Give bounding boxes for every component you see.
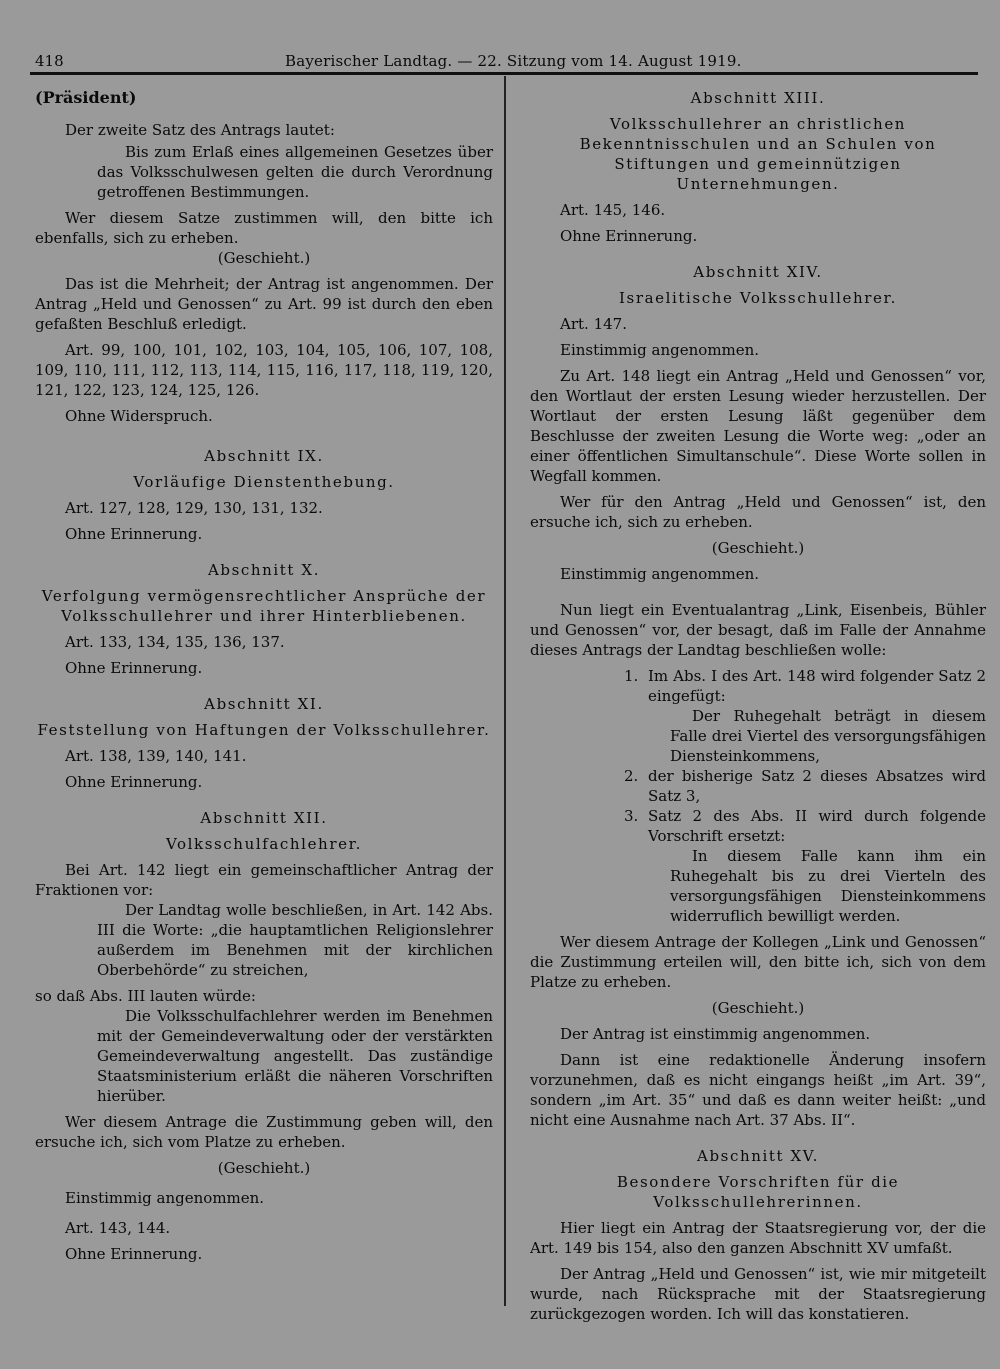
- section-title: Volksschulfachlehrer.: [165, 835, 363, 853]
- quoted-text: Der Ruhegehalt beträgt in diesem Falle drei Viertel des versorgungsfähigen Diensteinkommens,: [670, 707, 986, 765]
- list-text: Satz 2 des Abs. II wird durch folgende Vorschrift ersetzt:: [648, 807, 986, 845]
- section-title: Verfolgung vermögensrechtlicher Ansprüche der Volksschullehrer und ihrer Hinterbliebenen.: [41, 587, 487, 625]
- list-number: 3.: [624, 807, 639, 825]
- running-title: Bayerischer Landtag. — 22. Sitzung vom 14. August 1919.: [285, 52, 742, 70]
- paragraph: Wer diesem Antrage die Zustimmung geben will, den ersuche ich, sich vom Platze zu erheben.: [35, 1113, 493, 1151]
- column-divider: [504, 76, 506, 1306]
- paragraph: Nun liegt ein Eventualantrag „Link, Eisenbeis, Bühler und Genossen“ vor, der besagt, daß im Falle der Annahme dieses Antrags der Landtag beschließen wolle:: [530, 601, 986, 659]
- speaker-label: (Präsident): [35, 88, 137, 107]
- article-list: Art. 138, 139, 140, 141.: [65, 747, 247, 765]
- paragraph: Bei Art. 142 liegt ein gemeinschaftlicher Antrag der Fraktionen vor:: [35, 861, 493, 899]
- quoted-text: Bis zum Erlaß eines allgemeinen Gesetzes über das Volksschulwesen gelten die durch Verordnung getroffenen Bestimmungen.: [97, 143, 493, 201]
- section-heading: Abschnitt X.: [207, 561, 321, 579]
- article-list: Art. 143, 144.: [65, 1219, 171, 1237]
- paragraph: Wer diesem Satze zustimmen will, den bitte ich ebenfalls, sich zu erheben.: [35, 209, 493, 247]
- paragraph: Zu Art. 148 liegt ein Antrag „Held und Genossen“ vor, den Wortlaut der ersten Lesung wieder herzustellen. Der Wortlaut der ersten Lesung läßt gegenüber dem Beschlusse der zweiten Lesung die Worte weg: „oder an einer öffentlichen Simultanschule“. Diese Worte sollen in Wegfall kommen.: [530, 367, 986, 485]
- stage-note: (Geschieht.): [217, 1159, 311, 1177]
- list-text: der bisherige Satz 2 dieses Absatzes wird Satz 3,: [648, 767, 986, 805]
- result-text: Ohne Erinnerung.: [65, 1245, 203, 1263]
- paragraph: Der Antrag „Held und Genossen“ ist, wie mir mitgeteilt wurde, nach Rücksprache mit der Staatsregierung zurückgezogen worden. Ich will das konstatieren.: [530, 1265, 986, 1323]
- result-text: Der Antrag ist einstimmig angenommen.: [560, 1025, 871, 1043]
- result-text: Ohne Erinnerung.: [65, 773, 203, 791]
- stage-note: (Geschieht.): [711, 539, 805, 557]
- section-heading: Abschnitt XII.: [200, 809, 328, 827]
- paragraph: Der zweite Satz des Antrags lautet:: [65, 121, 335, 139]
- section-heading: Abschnitt XIV.: [693, 263, 823, 281]
- section-heading: Abschnitt XIII.: [690, 89, 826, 107]
- quoted-text: Die Volksschulfachlehrer werden im Benehmen mit der Gemeindeverwaltung oder der verstärkten Gemeindeverwaltung angestellt. Das zuständige Staatsministerium erläßt die näheren Vorschriften hierüber.: [97, 1007, 493, 1105]
- section-title: Israelitische Volksschullehrer.: [619, 289, 897, 307]
- section-heading: Abschnitt XI.: [204, 695, 324, 713]
- section-title: Besondere Vorschriften für die Volksschullehrerinnen.: [616, 1173, 900, 1211]
- list-item: [530, 766, 986, 806]
- article-list: Art. 127, 128, 129, 130, 131, 132.: [65, 499, 323, 517]
- stage-note: (Geschieht.): [217, 249, 311, 267]
- section-title: Vorläufige Dienstenthebung.: [133, 473, 395, 491]
- section-heading: Abschnitt IX.: [204, 447, 324, 465]
- article-list: Art. 147.: [560, 315, 627, 333]
- result-text: Einstimmig angenommen.: [65, 1189, 265, 1207]
- paragraph: Dann ist eine redaktionelle Änderung insofern vorzunehmen, daß es nicht eingangs heißt „im Art. 39“, sondern „im Art. 35“ und daß es dann weiter heißt: „und nicht eine Ausnahme nach Art. 37 Abs. II“.: [530, 1051, 986, 1129]
- page-header: [30, 50, 976, 74]
- paragraph: so daß Abs. III lauten würde:: [35, 987, 256, 1005]
- result-text: Einstimmig angenommen.: [560, 565, 760, 583]
- result-text: Einstimmig angenommen.: [560, 341, 760, 359]
- article-list: Art. 133, 134, 135, 136, 137.: [65, 633, 285, 651]
- list-item: [530, 806, 986, 846]
- page-number: 418: [35, 52, 64, 70]
- quoted-text: Der Landtag wolle beschließen, in Art. 142 Abs. III die Worte: „die hauptamtlichen Religionslehrer außerdem im Benehmen mit der kirchlichen Oberbehörde“ zu streichen,: [97, 901, 493, 979]
- result-text: Ohne Erinnerung.: [65, 659, 203, 677]
- article-list: Art. 145, 146.: [560, 201, 666, 219]
- list-number: 2.: [624, 767, 639, 785]
- result-text: Ohne Widerspruch.: [65, 407, 213, 425]
- paragraph: Hier liegt ein Antrag der Staatsregierung vor, der die Art. 149 bis 154, also den ganzen Abschnitt XV umfaßt.: [530, 1219, 986, 1257]
- paragraph: Das ist die Mehrheit; der Antrag ist angenommen. Der Antrag „Held und Genossen“ zu Art. 99 ist durch den eben gefaßten Beschluß erledigt.: [35, 275, 493, 333]
- list-item: [530, 666, 986, 706]
- result-text: Ohne Erinnerung.: [560, 227, 698, 245]
- paragraph: Wer für den Antrag „Held und Genossen“ ist, den ersuche ich, sich zu erheben.: [530, 493, 986, 531]
- quoted-text: In diesem Falle kann ihm ein Ruhegehalt bis zu drei Vierteln des versorgungsfähigen Diensteinkommens widerruflich bewilligt werden.: [670, 847, 986, 925]
- paragraph: Wer diesem Antrage der Kollegen „Link und Genossen“ die Zustimmung erteilen will, den bitte ich, sich von dem Platze zu erheben.: [530, 933, 986, 991]
- article-list: Art. 99, 100, 101, 102, 103, 104, 105, 106, 107, 108, 109, 110, 111, 112, 113, 114, 115, 116, 117, 118, 119, 120, 121, 122, 123, 124, 125, 126.: [35, 341, 493, 399]
- list-number: 1.: [624, 667, 639, 685]
- right-column: [530, 88, 986, 1324]
- list-text: Im Abs. I des Art. 148 wird folgender Satz 2 eingefügt:: [648, 667, 986, 705]
- result-text: Ohne Erinnerung.: [65, 525, 203, 543]
- header-rule: [30, 72, 978, 75]
- section-title: Volksschullehrer an christlichen Bekenntnisschulen und an Schulen von Stiftungen und gemeinnützigen Unternehmungen.: [579, 115, 937, 193]
- left-column: [35, 88, 493, 1264]
- stage-note: (Geschieht.): [711, 999, 805, 1017]
- section-heading: Abschnitt XV.: [697, 1147, 819, 1165]
- section-title: Feststellung von Haftungen der Volksschullehrer.: [37, 721, 491, 739]
